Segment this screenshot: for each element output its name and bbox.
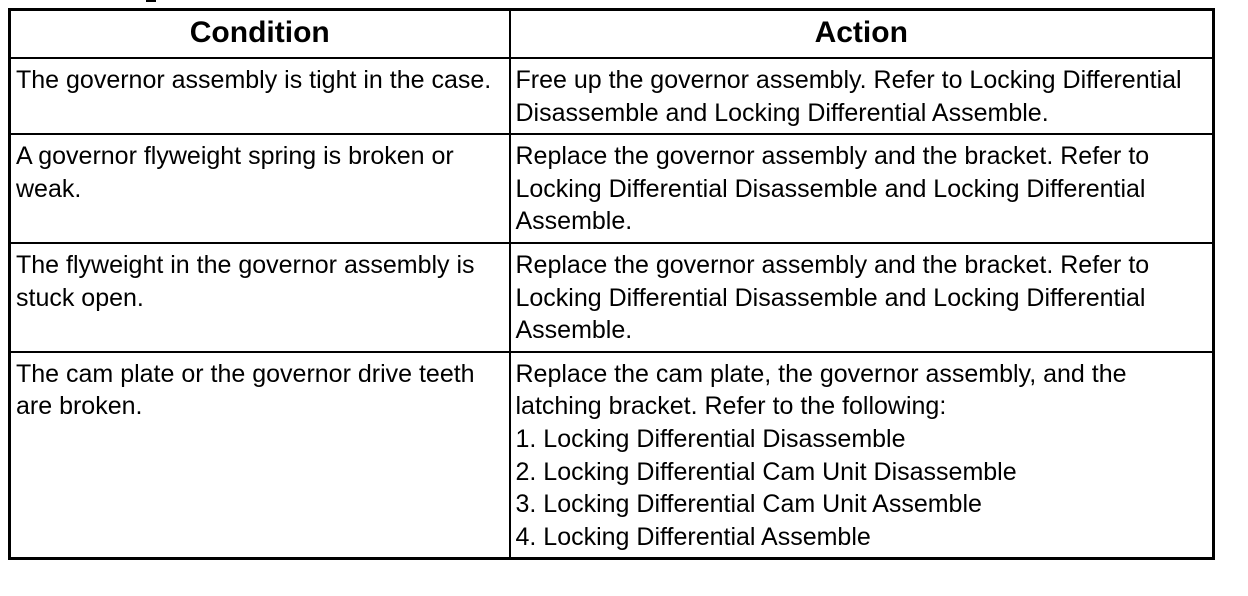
action-cell [510, 352, 1214, 559]
table-header-row [10, 10, 1214, 59]
condition-cell: The cam plate or the governor drive teeth are broken. [10, 352, 510, 559]
action-step: 1. Locking Differential Disassemble [515, 424, 906, 453]
action-column-header: Action [510, 10, 1214, 59]
table-row [10, 243, 1214, 352]
action-step: 4. Locking Differential Assemble [515, 522, 871, 551]
table-row [10, 58, 1214, 134]
action-cell: Free up the governor assembly. Refer to Locking Differential Disassemble and Locking Differential Assemble. [510, 58, 1214, 134]
top-edge-mark [146, 0, 156, 2]
action-step: 2. Locking Differential Cam Unit Disassemble [515, 457, 1017, 486]
table-row [10, 134, 1214, 243]
diagnostic-table [8, 8, 1215, 560]
action-intro: Replace the cam plate, the governor assembly, and the latching bracket. Refer to the following: [515, 359, 1127, 421]
condition-cell: A governor flyweight spring is broken or weak. [10, 134, 510, 243]
condition-cell: The flyweight in the governor assembly is stuck open. [10, 243, 510, 352]
table-row [10, 352, 1214, 559]
action-step: 3. Locking Differential Cam Unit Assemble [515, 490, 982, 519]
action-cell: Replace the governor assembly and the bracket. Refer to Locking Differential Disassemble and Locking Differential Assemble. [510, 243, 1214, 352]
action-cell: Replace the governor assembly and the bracket. Refer to Locking Differential Disassemble and Locking Differential Assemble. [510, 134, 1214, 243]
condition-column-header: Condition [10, 10, 510, 59]
condition-cell: The governor assembly is tight in the case. [10, 58, 510, 134]
